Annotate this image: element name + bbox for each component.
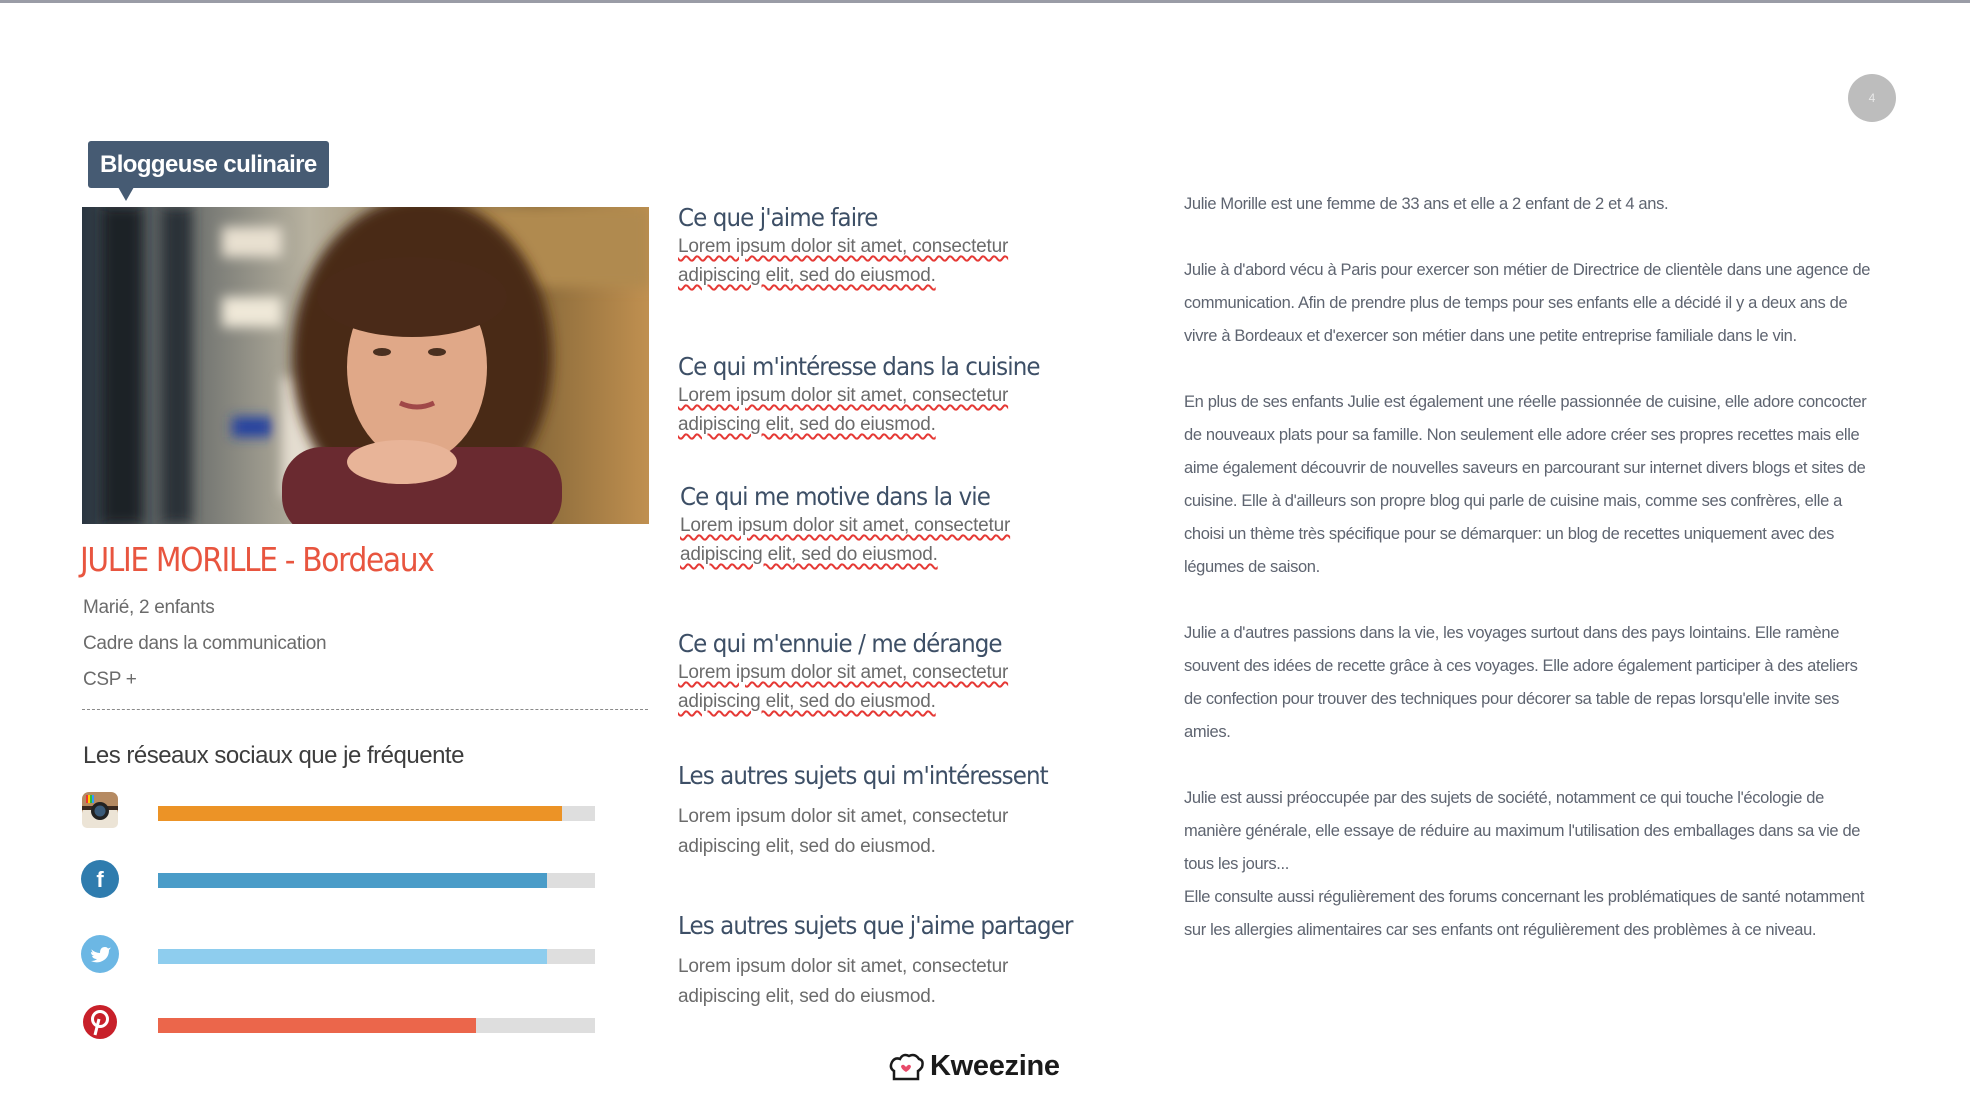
page-number: 4 [1848, 74, 1896, 122]
bio-line: légumes de saison. [1184, 558, 1320, 576]
bio-line: En plus de ses enfants Julie est également une réelle passionnée de cuisine, elle adore concocter [1184, 393, 1867, 411]
family-status: Marié, 2 enfants [83, 597, 215, 618]
bio-line: Julie est aussi préoccupée par des sujets de société, notamment ce qui touche l'écologie de [1184, 789, 1824, 807]
twitter-icon [81, 935, 119, 973]
job-title: Cadre dans la communication [83, 633, 327, 654]
section-title: Ce qui m'intéresse dans la cuisine [678, 352, 1040, 381]
instagram-icon [81, 791, 119, 829]
bio-line: Julie a d'autres passions dans la vie, les voyages surtout dans des pays lointains. Elle ramène [1184, 624, 1840, 642]
section-sharing [678, 911, 1098, 1012]
svg-text:f: f [96, 867, 104, 892]
bio-paragraph [1184, 881, 1924, 947]
instagram-usage-fill [158, 806, 562, 821]
persona-name: JULIE MORILLE - Bordeaux [80, 540, 434, 579]
bio-line: vivre à Bordeaux et d'exercer son métier dans une petite entreprise familiale dans le vin. [1184, 327, 1797, 345]
bio-paragraph [1184, 254, 1924, 353]
bio-line: manière générale, elle essaye de réduire au maximum l'utilisation des emballages dans sa vie de [1184, 822, 1861, 840]
section-cooking-interests [678, 352, 1098, 439]
section-text: adipiscing elit, sed do eiusmod. [678, 414, 936, 435]
section-text: adipiscing elit, sed do eiusmod. [678, 265, 936, 286]
role-badge: Bloggeuse culinaire [88, 141, 329, 188]
section-annoyances [678, 629, 1098, 716]
bio-paragraph [1184, 782, 1924, 881]
twitter-usage-fill [158, 949, 547, 964]
section-text: adipiscing elit, sed do eiusmod. [680, 544, 938, 565]
section-other-interests [678, 761, 1098, 862]
facebook-usage-bar [158, 873, 595, 888]
pinterest-icon [81, 1003, 119, 1041]
bio-line: Elle consulte aussi régulièrement des forums concernant les problématiques de santé notamment [1184, 888, 1865, 906]
bio-line: amies. [1184, 723, 1231, 741]
section-title: Ce qui me motive dans la vie [680, 482, 990, 511]
bio-line: choisi un thème très spécifique pour se démarquer: un blog de recettes uniquement avec des [1184, 525, 1834, 543]
section-text: Lorem ipsum dolor sit amet, consectetur [678, 806, 1009, 827]
bio-line: tous les jours... [1184, 855, 1290, 873]
profile-photo [82, 207, 649, 524]
section-text: Lorem ipsum dolor sit amet, consectetur [678, 662, 1009, 683]
bio-line: aime également découvrir de nouvelles saveurs en parcourant sur internet divers blogs et sites de [1184, 459, 1866, 477]
bio-line: sur les allergies alimentaires car ses enfants ont régulièrement des problèmes à ce niveau. [1184, 921, 1817, 939]
section-text: adipiscing elit, sed do eiusmod. [678, 986, 936, 1007]
section-text: Lorem ipsum dolor sit amet, consectetur [678, 236, 1009, 257]
bio-line: souvent des idées de recette grâce à ces voyages. Elle adore également participer à des ateliers [1184, 657, 1858, 675]
section-title: Les autres sujets qui m'intéressent [678, 761, 1048, 790]
bio-line: Julie à d'abord vécu à Paris pour exercer son métier de Directrice de clientèle dans une agence de [1184, 261, 1871, 279]
section-title: Les autres sujets que j'aime partager [678, 911, 1073, 940]
top-border [0, 0, 1970, 3]
bio-line: de nouveaux plats pour sa famille. Non seulement elle adore créer ses propres recettes mais elle [1184, 426, 1860, 444]
divider [82, 709, 648, 710]
persona-bio [1184, 188, 1924, 980]
socio-category: CSP + [83, 669, 137, 690]
instagram-usage-bar [158, 806, 595, 821]
pinterest-usage-bar [158, 1018, 595, 1033]
facebook-usage-fill [158, 873, 547, 888]
section-text: Lorem ipsum dolor sit amet, consectetur [678, 956, 1009, 977]
facebook-icon [81, 860, 119, 898]
bio-paragraph [1184, 188, 1924, 221]
section-motivations [680, 482, 1100, 569]
logo-text: Kweezine [930, 1050, 1060, 1082]
section-text: Lorem ipsum dolor sit amet, consectetur [680, 515, 1011, 536]
chef-hat-icon [888, 1051, 924, 1083]
section-text: adipiscing elit, sed do eiusmod. [678, 836, 936, 857]
bio-line: de confection pour trouver des techniques pour décorer sa table de repas lorsqu'elle invite ses [1184, 690, 1840, 708]
bio-paragraph [1184, 617, 1924, 749]
pinterest-usage-fill [158, 1018, 476, 1033]
twitter-usage-bar [158, 949, 595, 964]
kweezine-logo [888, 1050, 1060, 1083]
section-title: Ce que j'aime faire [678, 203, 878, 232]
bio-paragraph [1184, 386, 1924, 584]
bio-line: cuisine. Elle à d'ailleurs son propre blog qui parle de cuisine mais, comme ses confrères, elle a [1184, 492, 1842, 510]
badge-tail [118, 187, 134, 201]
bio-line: communication. Afin de prendre plus de temps pour ses enfants elle a décidé il y a deux ans de [1184, 294, 1848, 312]
bio-line: Julie Morille est une femme de 33 ans et elle a 2 enfant de 2 et 4 ans. [1184, 195, 1669, 213]
section-text: Lorem ipsum dolor sit amet, consectetur [678, 385, 1009, 406]
social-title: Les réseaux sociaux que je fréquente [83, 742, 464, 769]
section-title: Ce qui m'ennuie / me dérange [678, 629, 1002, 658]
section-likes [678, 203, 1098, 290]
section-text: adipiscing elit, sed do eiusmod. [678, 691, 936, 712]
